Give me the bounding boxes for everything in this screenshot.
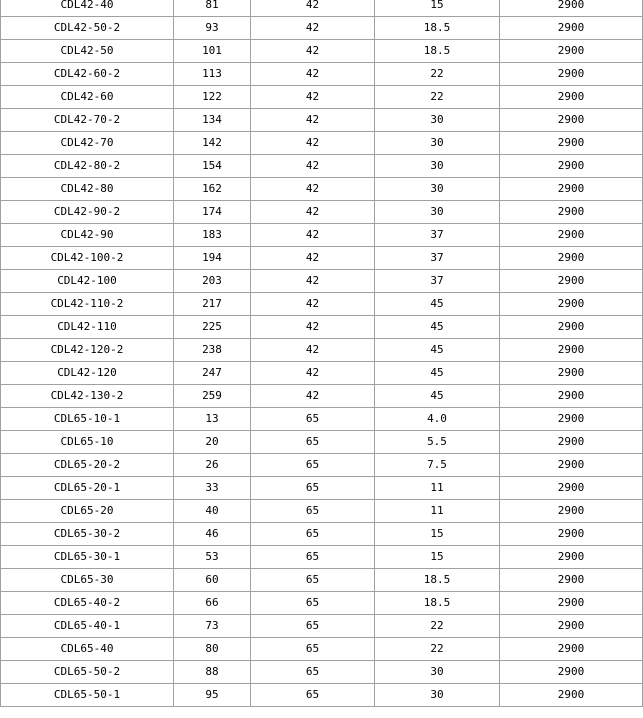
speed-cell: 2900 [500, 684, 643, 707]
power-cell: 37 [375, 224, 500, 247]
table-row [1, 592, 643, 615]
value-cell: 65 [251, 615, 375, 638]
value-cell: 46 [174, 523, 251, 546]
value-cell: 93 [174, 17, 251, 40]
power-cell: 45 [375, 362, 500, 385]
power-cell: 37 [375, 247, 500, 270]
power-cell: 45 [375, 316, 500, 339]
table-row [1, 293, 643, 316]
value-cell: 42 [251, 86, 375, 109]
value-cell: 60 [174, 569, 251, 592]
value-cell: 42 [251, 247, 375, 270]
power-cell: 37 [375, 270, 500, 293]
value-cell: 42 [251, 293, 375, 316]
model-cell: CDL42-60 [1, 86, 174, 109]
table-row [1, 109, 643, 132]
value-cell: 122 [174, 86, 251, 109]
speed-cell: 2900 [500, 569, 643, 592]
value-cell: 65 [251, 684, 375, 707]
value-cell: 134 [174, 109, 251, 132]
speed-cell: 2900 [500, 661, 643, 684]
speed-cell: 2900 [500, 201, 643, 224]
value-cell: 65 [251, 546, 375, 569]
speed-cell: 2900 [500, 132, 643, 155]
model-cell: CDL42-120-2 [1, 339, 174, 362]
value-cell: 65 [251, 500, 375, 523]
value-cell: 217 [174, 293, 251, 316]
speed-cell: 2900 [500, 17, 643, 40]
power-cell: 45 [375, 339, 500, 362]
value-cell: 42 [251, 224, 375, 247]
table-row [1, 132, 643, 155]
model-cell: CDL65-10 [1, 431, 174, 454]
model-cell: CDL42-70-2 [1, 109, 174, 132]
table-row [1, 155, 643, 178]
speed-cell: 2900 [500, 500, 643, 523]
value-cell: 259 [174, 385, 251, 408]
model-cell: CDL42-80-2 [1, 155, 174, 178]
power-cell: 30 [375, 109, 500, 132]
table-row [1, 201, 643, 224]
model-cell: CDL65-20-1 [1, 477, 174, 500]
value-cell: 65 [251, 408, 375, 431]
value-cell: 13 [174, 408, 251, 431]
value-cell: 113 [174, 63, 251, 86]
model-cell: CDL42-110-2 [1, 293, 174, 316]
table-row [1, 40, 643, 63]
power-cell: 45 [375, 385, 500, 408]
model-cell: CDL65-20-2 [1, 454, 174, 477]
value-cell: 42 [251, 132, 375, 155]
model-cell: CDL42-50 [1, 40, 174, 63]
value-cell: 42 [251, 270, 375, 293]
value-cell: 20 [174, 431, 251, 454]
speed-cell: 2900 [500, 40, 643, 63]
table-row [1, 500, 643, 523]
table-row [1, 247, 643, 270]
table-row [1, 546, 643, 569]
speed-cell: 2900 [500, 615, 643, 638]
value-cell: 183 [174, 224, 251, 247]
value-cell: 33 [174, 477, 251, 500]
table-row [1, 684, 643, 707]
speed-cell: 2900 [500, 592, 643, 615]
speed-cell: 2900 [500, 155, 643, 178]
value-cell: 247 [174, 362, 251, 385]
value-cell: 95 [174, 684, 251, 707]
table-row [1, 661, 643, 684]
power-cell: 5.5 [375, 431, 500, 454]
value-cell: 42 [251, 385, 375, 408]
model-cell: CDL42-60-2 [1, 63, 174, 86]
model-cell: CDL42-50-2 [1, 17, 174, 40]
power-cell: 22 [375, 86, 500, 109]
value-cell: 65 [251, 661, 375, 684]
power-cell: 18.5 [375, 40, 500, 63]
power-cell: 30 [375, 201, 500, 224]
value-cell: 42 [251, 63, 375, 86]
speed-cell: 2900 [500, 546, 643, 569]
model-cell: CDL42-130-2 [1, 385, 174, 408]
power-cell: 4.0 [375, 408, 500, 431]
speed-cell: 2900 [500, 63, 643, 86]
speed-cell: 2900 [500, 178, 643, 201]
power-cell: 11 [375, 477, 500, 500]
value-cell: 53 [174, 546, 251, 569]
value-cell: 65 [251, 477, 375, 500]
model-cell: CDL65-30-2 [1, 523, 174, 546]
value-cell: 40 [174, 500, 251, 523]
speed-cell: 2900 [500, 293, 643, 316]
table-row [1, 339, 643, 362]
model-cell: CDL42-80 [1, 178, 174, 201]
table-row [1, 569, 643, 592]
table-row [1, 224, 643, 247]
power-cell: 15 [375, 523, 500, 546]
speed-cell: 2900 [500, 339, 643, 362]
power-cell: 22 [375, 638, 500, 661]
model-cell: CDL42-100 [1, 270, 174, 293]
power-cell: 30 [375, 155, 500, 178]
speed-cell: 2900 [500, 362, 643, 385]
power-cell: 22 [375, 615, 500, 638]
model-cell: CDL42-110 [1, 316, 174, 339]
value-cell: 203 [174, 270, 251, 293]
model-cell: CDL42-120 [1, 362, 174, 385]
value-cell: 88 [174, 661, 251, 684]
value-cell: 238 [174, 339, 251, 362]
table-row [1, 316, 643, 339]
speed-cell: 2900 [500, 477, 643, 500]
model-cell: CDL65-20 [1, 500, 174, 523]
value-cell: 42 [251, 109, 375, 132]
power-cell: 30 [375, 684, 500, 707]
value-cell: 42 [251, 339, 375, 362]
value-cell: 142 [174, 132, 251, 155]
value-cell: 65 [251, 592, 375, 615]
speed-cell: 2900 [500, 454, 643, 477]
value-cell: 80 [174, 638, 251, 661]
table-row [1, 63, 643, 86]
value-cell: 73 [174, 615, 251, 638]
speed-cell: 2900 [500, 523, 643, 546]
model-cell: CDL42-70 [1, 132, 174, 155]
value-cell: 65 [251, 431, 375, 454]
table-row [1, 178, 643, 201]
value-cell: 42 [251, 0, 375, 17]
speed-cell: 2900 [500, 86, 643, 109]
model-cell: CDL65-40 [1, 638, 174, 661]
value-cell: 42 [251, 316, 375, 339]
speed-cell: 2900 [500, 224, 643, 247]
value-cell: 65 [251, 569, 375, 592]
power-cell: 30 [375, 132, 500, 155]
value-cell: 154 [174, 155, 251, 178]
value-cell: 174 [174, 201, 251, 224]
table-row [1, 0, 643, 17]
table-row [1, 362, 643, 385]
speed-cell: 2900 [500, 385, 643, 408]
speed-cell: 2900 [500, 408, 643, 431]
speed-cell: 2900 [500, 270, 643, 293]
value-cell: 42 [251, 17, 375, 40]
table-row [1, 638, 643, 661]
table-row [1, 477, 643, 500]
table-row [1, 86, 643, 109]
model-cell: CDL65-40-2 [1, 592, 174, 615]
model-cell: CDL42-100-2 [1, 247, 174, 270]
table-row [1, 523, 643, 546]
value-cell: 225 [174, 316, 251, 339]
table-row [1, 17, 643, 40]
model-cell: CDL42-90-2 [1, 201, 174, 224]
table-row [1, 431, 643, 454]
value-cell: 42 [251, 178, 375, 201]
value-cell: 42 [251, 155, 375, 178]
power-cell: 15 [375, 0, 500, 17]
speed-cell: 2900 [500, 109, 643, 132]
power-cell: 18.5 [375, 17, 500, 40]
power-cell: 22 [375, 63, 500, 86]
value-cell: 42 [251, 201, 375, 224]
table-row [1, 615, 643, 638]
model-cell: CDL65-50-2 [1, 661, 174, 684]
power-cell: 18.5 [375, 592, 500, 615]
power-cell: 11 [375, 500, 500, 523]
value-cell: 65 [251, 638, 375, 661]
value-cell: 162 [174, 178, 251, 201]
speed-cell: 2900 [500, 316, 643, 339]
value-cell: 65 [251, 454, 375, 477]
power-cell: 30 [375, 178, 500, 201]
speed-cell: 2900 [500, 638, 643, 661]
value-cell: 26 [174, 454, 251, 477]
value-cell: 65 [251, 523, 375, 546]
model-cell: CDL65-30 [1, 569, 174, 592]
model-cell: CDL42-90 [1, 224, 174, 247]
model-cell: CDL65-10-1 [1, 408, 174, 431]
table-row [1, 454, 643, 477]
value-cell: 101 [174, 40, 251, 63]
value-cell: 42 [251, 40, 375, 63]
table-row [1, 408, 643, 431]
table-row [1, 270, 643, 293]
value-cell: 66 [174, 592, 251, 615]
value-cell: 42 [251, 362, 375, 385]
model-cell: CDL65-50-1 [1, 684, 174, 707]
power-cell: 30 [375, 661, 500, 684]
speed-cell: 2900 [500, 247, 643, 270]
power-cell: 18.5 [375, 569, 500, 592]
power-cell: 7.5 [375, 454, 500, 477]
model-cell: CDL65-40-1 [1, 615, 174, 638]
speed-cell: 2900 [500, 0, 643, 17]
power-cell: 45 [375, 293, 500, 316]
speed-cell: 2900 [500, 431, 643, 454]
model-cell: CDL42-40 [1, 0, 174, 17]
value-cell: 194 [174, 247, 251, 270]
power-cell: 15 [375, 546, 500, 569]
value-cell: 81 [174, 0, 251, 17]
model-cell: CDL65-30-1 [1, 546, 174, 569]
table-body [1, 0, 643, 707]
table-row [1, 385, 643, 408]
